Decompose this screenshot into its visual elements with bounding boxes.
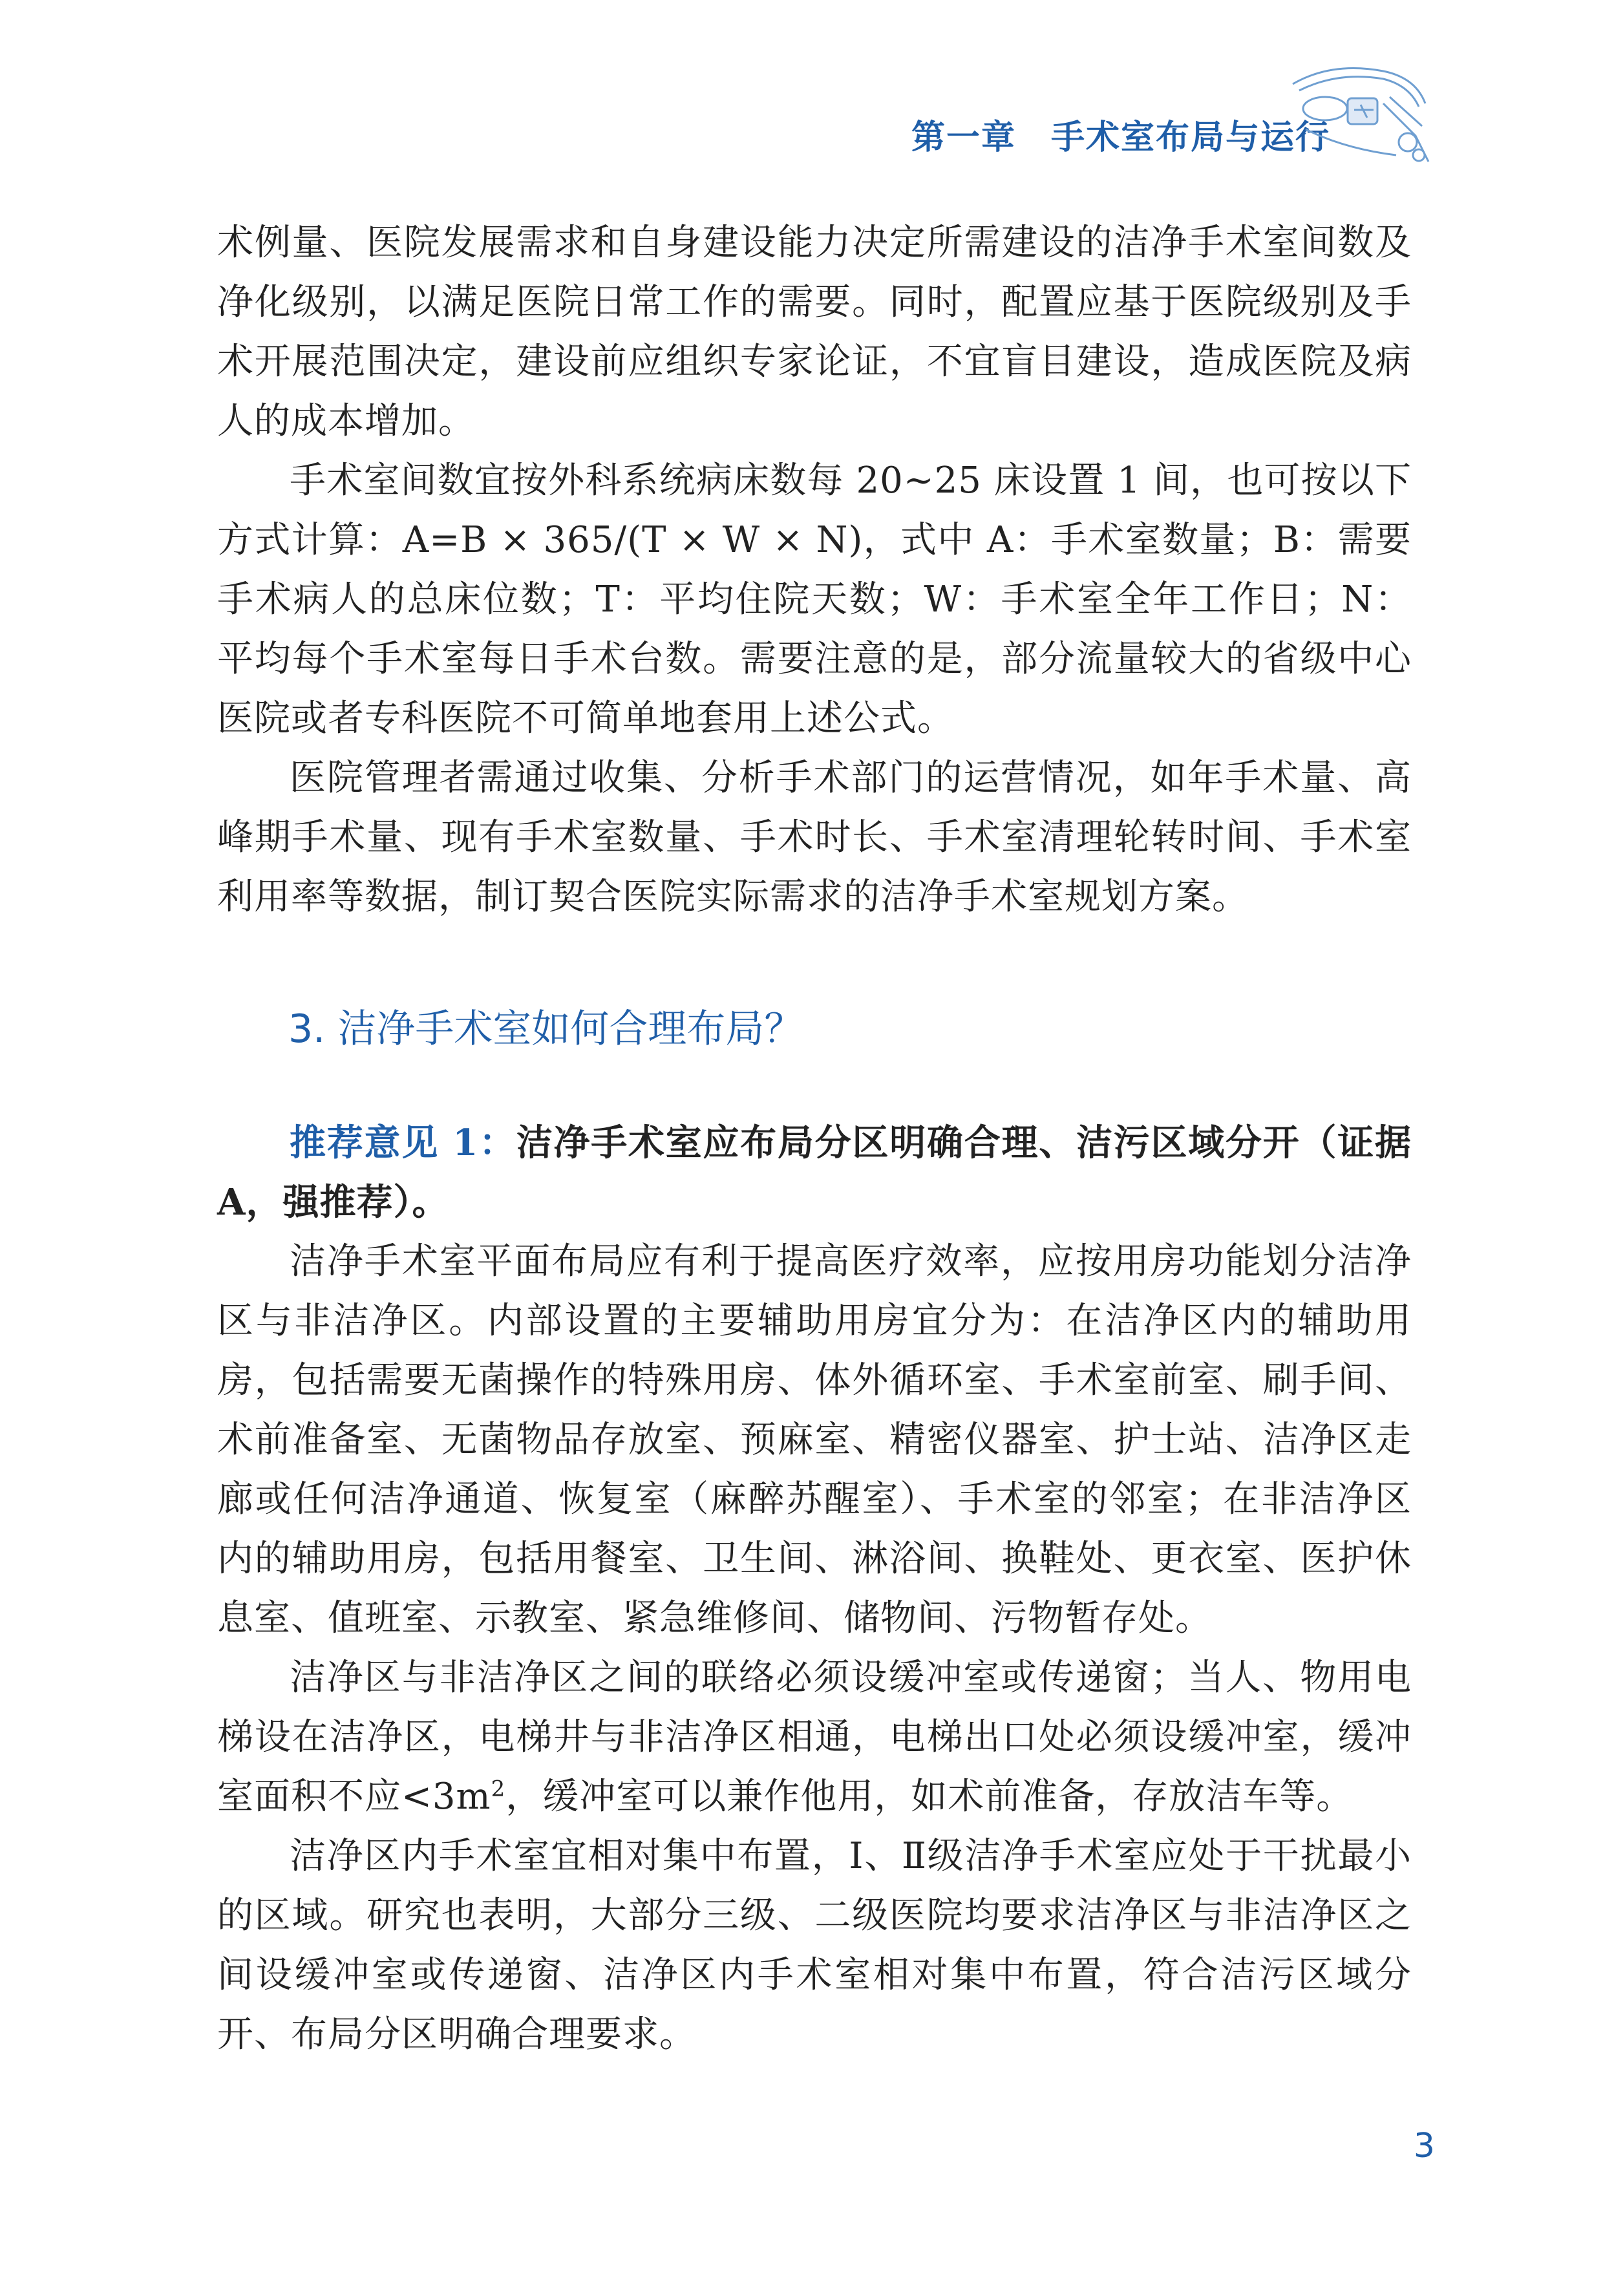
paragraph-5-text-tail: ，缓冲室可以兼作他用，如术前准备，存放洁车等。 [505,1776,1354,1818]
paragraph-5-text: 洁净区与非洁净区之间的联络必须设缓冲室或传递窗；当人、物用电梯设在洁净区，电梯井与非洁净区相通，电梯出口处必须设缓冲室，缓冲室面积不应<3m [217,1657,1412,1818]
body-paragraph-5 [217,1648,1412,1827]
body-paragraph-2: 手术室间数宜按外科系统病床数每 20~25 床设置 1 间，也可按以下方式计算：A=B × 365/(T × W × N)，式中 A：手术室数量；B：需要手术病人的总床位数；T：平均住院天数；W：手术室全年工作日；N：平均每个手术室每日手术台数。需要注意的是，部分流量较大的省级中心医院或者专科医院不可简单地套用上述公式。 [217,460,1412,739]
section-heading: 3. 洁净手术室如何合理布局？ [288,1006,803,1052]
body-paragraph-1: 术例量、医院发展需求和自身建设能力决定所需建设的洁净手术室间数及净化级别，以满足医院日常工作的需要。同时，配置应基于医院级别及手术开展范围决定，建设前应组织专家论证，不宜盲目建设，造成医院及病人的成本增加。 [217,222,1412,442]
chapter-title: 第一章 手术室布局与运行 [911,118,1331,157]
recommendation-block [217,1113,1412,1232]
page-number: 3 [1413,2127,1435,2165]
recommendation-label: 推荐意见 1： [290,1121,516,1164]
recommendation-text: 洁净手术室应布局分区明确合理、洁污区域分开（证据 A，强推荐）。 [217,1121,1412,1224]
body-paragraph-3: 医院管理者需通过收集、分析手术部门的运营情况，如年手术量、高峰期手术量、现有手术室数量、手术时长、手术室清理轮转时间、手术室利用率等数据，制订契合医院实际需求的洁净手术室规划方案。 [217,757,1412,918]
medical-instruments-icon [1286,58,1435,168]
body-paragraph-6: 洁净区内手术室宜相对集中布置，Ⅰ、Ⅱ级洁净手术室应处于干扰最小的区域。研究也表明，大部分三级、二级医院均要求洁净区与非洁净区之间设缓冲室或传递窗、洁净区内手术室相对集中布置，符合洁污区域分开、布局分区明确合理要求。 [217,1835,1412,2056]
superscript-exponent: 2 [491,1776,506,1802]
page-body [217,213,1412,2065]
body-paragraph-4: 洁净手术室平面布局应有利于提高医疗效率，应按用房功能划分洁净区与非洁净区。内部设置的主要辅助用房宜分为：在洁净区内的辅助用房，包括需要无菌操作的特殊用房、体外循环室、手术室前室、刷手间、术前准备室、无菌物品存放室、预麻室、精密仪器室、护士站、洁净区走廊或任何洁净通道、恢复室（麻醉苏醒室）、手术室的邻室；在非洁净区内的辅助用房，包括用餐室、卫生间、淋浴间、换鞋处、更衣室、医护休息室、值班室、示教室、紧急维修间、储物间、污物暂存处。 [217,1240,1412,1639]
